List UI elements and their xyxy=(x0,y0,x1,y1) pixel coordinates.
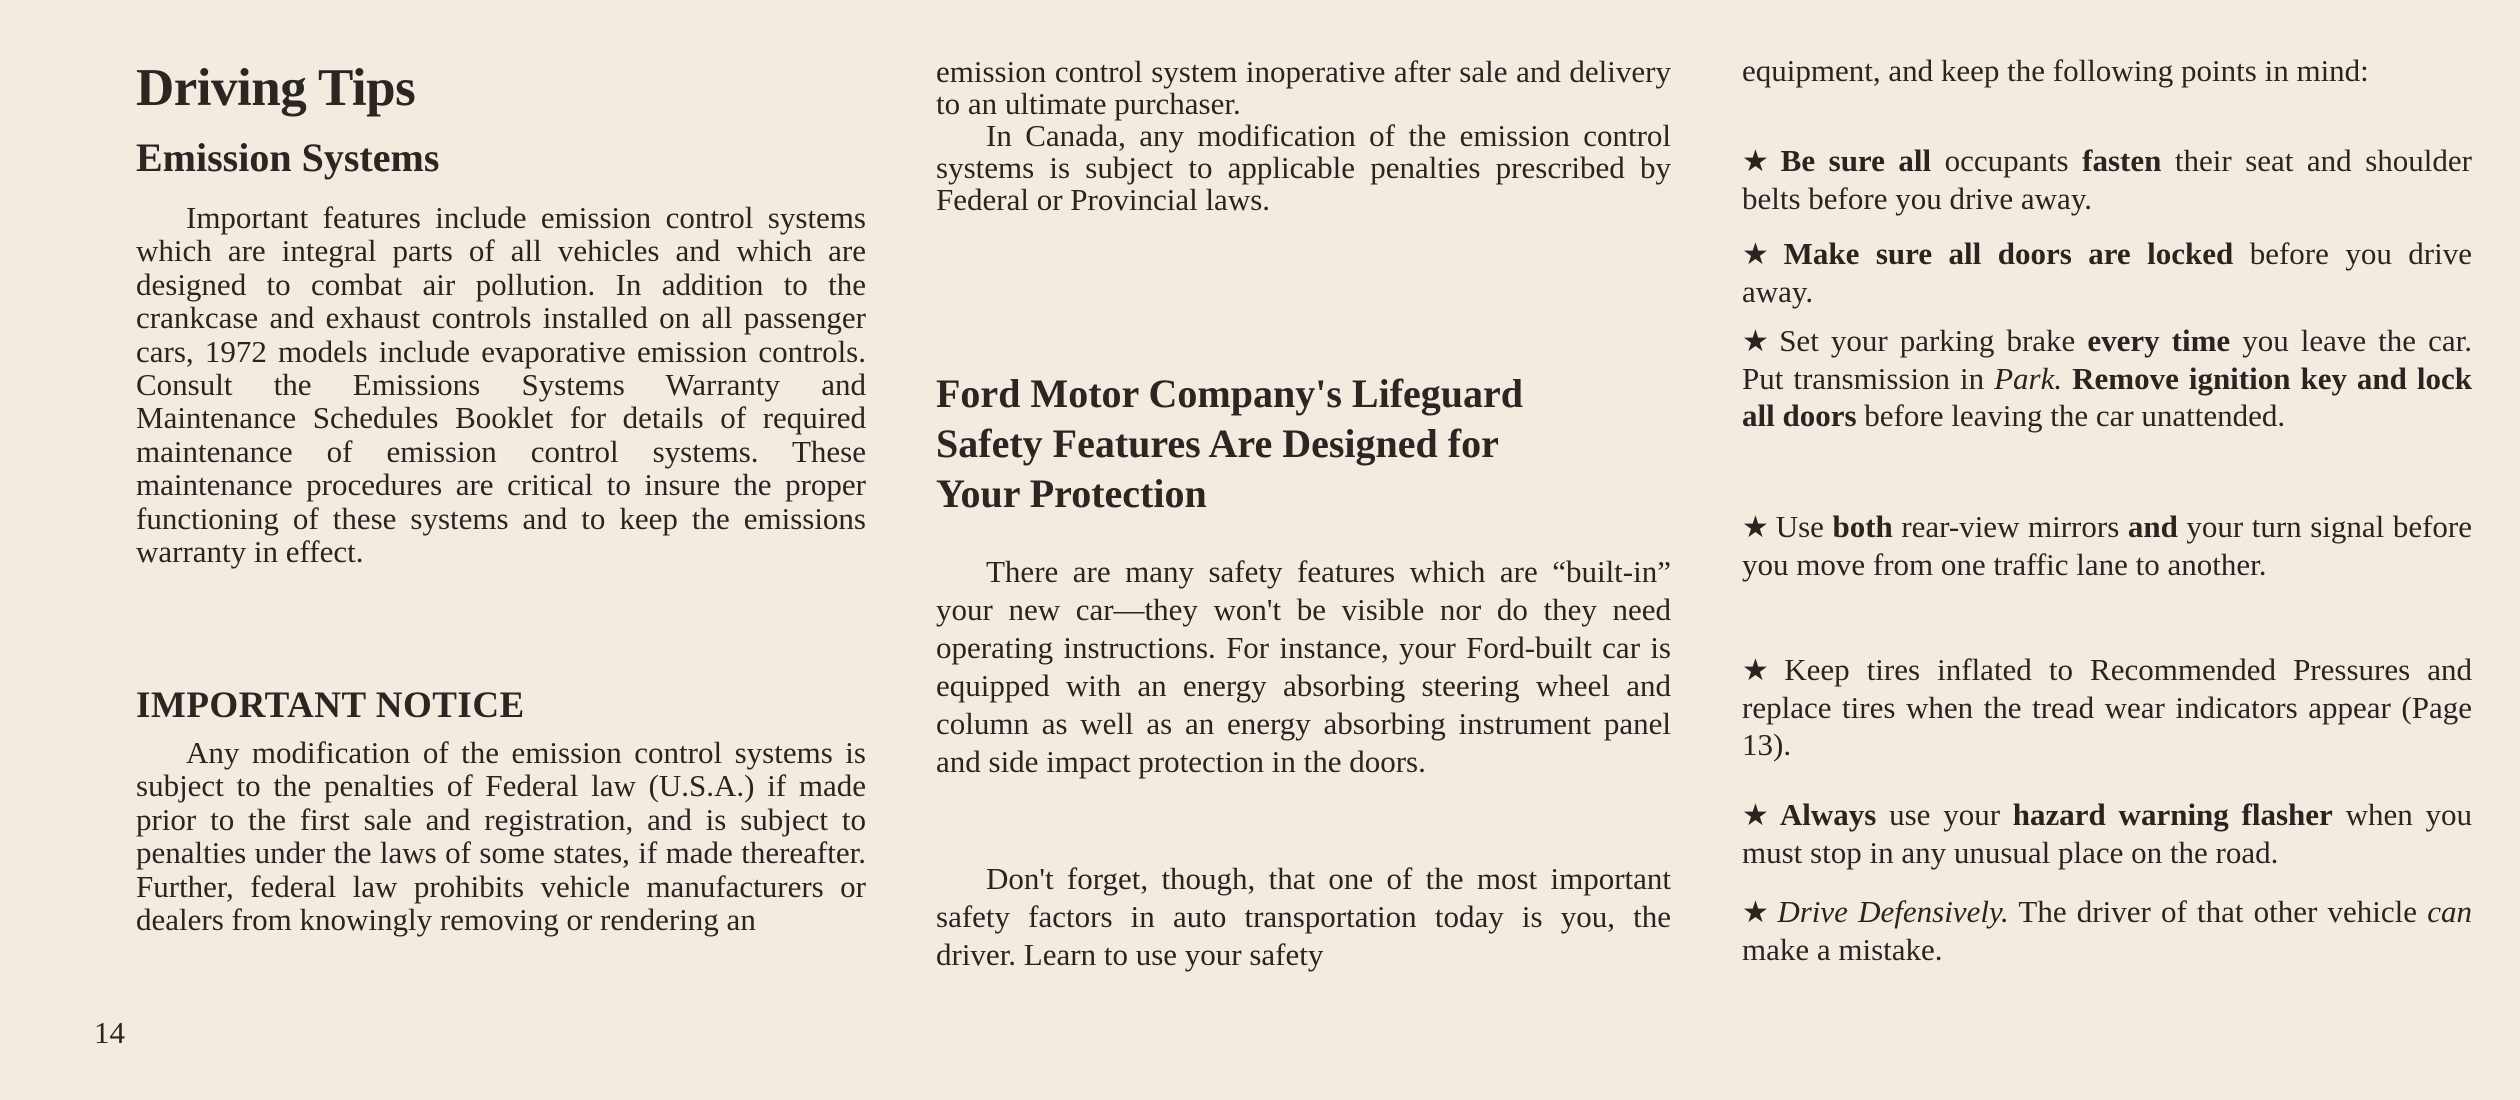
star-icon: ★ xyxy=(1742,798,1774,833)
tip-text: and xyxy=(2127,509,2178,544)
tip-doors-locked xyxy=(1742,235,2472,310)
tip-text: Set your parking brake xyxy=(1779,323,2088,358)
tip-tire-pressure xyxy=(1742,651,2472,763)
page-title: Driving Tips xyxy=(136,59,416,117)
page-number: 14 xyxy=(94,1015,125,1050)
important-notice-heading: IMPORTANT NOTICE xyxy=(136,685,525,726)
section-heading-emission-systems: Emission Systems xyxy=(136,135,440,180)
heading-line: Safety Features Are Designed for xyxy=(936,421,1499,466)
tip-parking-brake xyxy=(1742,322,2472,434)
star-icon: ★ xyxy=(1742,510,1770,545)
tip-text: Drive Defensively. xyxy=(1777,894,2009,929)
tip-text: can xyxy=(2427,894,2472,929)
tip-text: before you drive away. xyxy=(1742,236,2472,309)
tip-text: make a mistake. xyxy=(1742,932,1943,967)
tip-text: Be sure all xyxy=(1780,143,1932,178)
tip-text: you leave the car. Put transmission in xyxy=(1742,323,2472,396)
canada-paragraph: In Canada, any modification of the emission control systems is subject to applicable penalties prescribed by Federal or Provincial laws. xyxy=(936,118,1671,217)
continued-notice-paragraph: emission control system inoperative after sale and delivery to an ultimate purchaser. xyxy=(936,54,1671,121)
lifeguard-safety-heading xyxy=(936,369,1523,519)
tip-text xyxy=(2062,361,2072,396)
heading-line: Ford Motor Company's Lifeguard xyxy=(936,371,1524,416)
tip-text: The driver of that other vehicle xyxy=(2008,894,2428,929)
tip-text: your turn signal before you move from one traffic lane to another. xyxy=(1742,509,2472,582)
important-notice-paragraph: Any modification of the emission control systems is subject to the penalties of Federal law (U.S.A.) if made prior to the first sale and registration, and is subject to penalties under the laws of some states, if made thereafter. Further, federal law prohibits vehicle manufacturers or dealers from knowingly removing or rendering an xyxy=(136,735,866,938)
tip-text: fasten xyxy=(2082,143,2162,178)
heading-line: Your Protection xyxy=(936,471,1207,516)
star-icon: ★ xyxy=(1742,144,1775,179)
tip-text: both xyxy=(1832,509,1893,544)
tip-mirrors-signal xyxy=(1742,508,2472,583)
tip-text: use your xyxy=(1876,797,2013,832)
tip-text: Remove ignition key and lock all doors xyxy=(1742,361,2472,433)
tip-text: Keep tires inflated to Recommended Pressures and replace tires when the tread wear indicators appear (Page 13). xyxy=(1742,652,2472,762)
star-icon: ★ xyxy=(1742,895,1772,930)
tip-text: when you must stop in any unusual place on the road. xyxy=(1742,797,2472,870)
tip-text: occupants xyxy=(1931,143,2083,178)
tip-text: hazard warning flasher xyxy=(2012,797,2333,832)
tip-text: rear-view mirrors xyxy=(1892,509,2128,544)
star-icon: ★ xyxy=(1742,237,1778,272)
tip-text: Make sure all doors are locked xyxy=(1783,236,2234,271)
tip-hazard-flasher xyxy=(1742,796,2472,871)
tip-text: Park. xyxy=(1994,361,2063,396)
tip-text: Use xyxy=(1775,509,1833,544)
star-icon: ★ xyxy=(1742,653,1779,688)
star-icon: ★ xyxy=(1742,324,1774,359)
tip-drive-defensively xyxy=(1742,893,2472,968)
safety-intro-paragraph: equipment, and keep the following points in mind: xyxy=(1742,53,2369,88)
tip-text: their seat and shoulder belts before you drive away. xyxy=(1742,143,2472,216)
tip-seat-belts xyxy=(1742,142,2472,217)
dont-forget-paragraph: Don't forget, though, that one of the most important safety factors in auto transportation today is you, the driver. Learn to use your safety xyxy=(936,861,1671,972)
tip-text: Always xyxy=(1779,797,1877,832)
tip-text: before leaving the car unattended. xyxy=(1856,398,2286,433)
emission-systems-paragraph: Important features include emission control systems which are integral parts of all vehicles and which are designed to combat air pollution. In addition to the crankcase and exhaust controls installed on all passenger cars, 1972 models include evaporative emission controls. Consult the Emissions Systems Warranty and Maintenance Schedules Booklet for details of required maintenance of emission control systems. These maintenance procedures are critical to insure the proper functioning of these systems and to keep the emissions warranty in effect. xyxy=(136,200,866,570)
safety-features-paragraph: There are many safety features which are “built-in” your new car—they won't be visible nor do they need operating instructions. For instance, your Ford-built car is equipped with an energy absorbing steering wheel and column as well as an energy absorbing instrument panel and side impact protection in the doors. xyxy=(936,554,1671,779)
tip-text: every time xyxy=(2087,323,2231,358)
